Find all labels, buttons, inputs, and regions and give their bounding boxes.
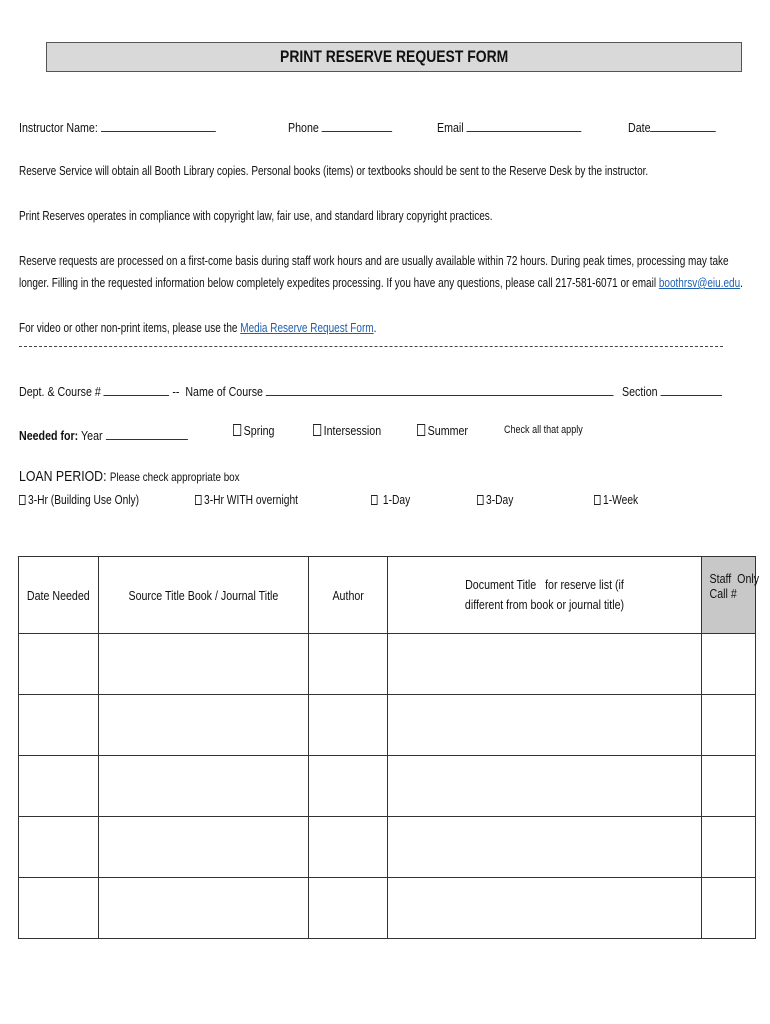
- email-label: Email: [437, 120, 464, 135]
- email-blank[interactable]: [467, 120, 582, 132]
- header-source-title: Source Title Book / Journal Title: [99, 557, 309, 634]
- form-title: [46, 42, 742, 72]
- needed-for-label: Needed for:: [19, 428, 79, 443]
- section-blank[interactable]: [661, 384, 723, 396]
- header-date-needed: Date Needed: [19, 557, 99, 634]
- loan-option-1week[interactable]: 1-Week: [594, 493, 648, 507]
- request-table: [18, 556, 760, 939]
- instructor-blank[interactable]: [101, 120, 216, 132]
- spring-option[interactable]: [233, 423, 284, 438]
- media-reserve-link[interactable]: Media Reserve Request Form: [240, 321, 374, 335]
- cell-date-needed[interactable]: [19, 817, 99, 878]
- table-header-row: [19, 557, 756, 634]
- needed-for-field[interactable]: [19, 428, 225, 443]
- section-label: Section: [622, 384, 658, 399]
- summer-option[interactable]: [417, 423, 479, 438]
- loan-period-instruction: Please check appropriate box: [109, 470, 240, 484]
- spring-label: Spring: [243, 423, 275, 438]
- paragraph-processing-line2: longer. Filling in the requested information below completely expedites processing. If you have any questions, please call 217-581-6071 or email boothrsv@eiu.edu.: [19, 276, 743, 290]
- date-label: Date: [628, 120, 651, 135]
- loan-option-3hr-building[interactable]: 3-Hr (Building Use Only): [19, 493, 165, 507]
- section-field[interactable]: [622, 384, 744, 399]
- cell-document-title[interactable]: [388, 756, 702, 817]
- paragraph-processing-line1: Reserve requests are processed on a first-come basis during staff work hours and are usually available within 72 hours. During peak times, processing may take: [19, 254, 729, 268]
- instructor-field[interactable]: [19, 120, 259, 135]
- paragraph-copyright: Print Reserves operates in compliance with copyright law, fair use, and standard library copyright practices.: [19, 209, 493, 223]
- cell-source-title[interactable]: [99, 695, 309, 756]
- loan-option-1day[interactable]: 1-Day: [371, 493, 419, 507]
- cell-staff-call-number[interactable]: [702, 695, 756, 756]
- email-field[interactable]: [437, 120, 613, 135]
- loan-period-label: LOAN PERIOD:: [19, 468, 107, 485]
- loan-checkbox-1day[interactable]: [371, 495, 378, 505]
- cell-author[interactable]: [309, 634, 388, 695]
- cell-date-needed[interactable]: [19, 878, 99, 939]
- course-name-blank[interactable]: [266, 384, 614, 396]
- loan-checkbox-1week[interactable]: [594, 495, 601, 505]
- cell-author[interactable]: [309, 817, 388, 878]
- cell-staff-call-number[interactable]: [702, 634, 756, 695]
- cell-staff-call-number[interactable]: [702, 878, 756, 939]
- table-row: [19, 634, 756, 695]
- table-body: [19, 634, 756, 939]
- summer-checkbox[interactable]: [417, 424, 425, 436]
- intersession-option[interactable]: [313, 423, 396, 438]
- intersession-checkbox[interactable]: [313, 424, 321, 436]
- date-blank[interactable]: [651, 120, 717, 132]
- cell-document-title[interactable]: [388, 878, 702, 939]
- cell-document-title[interactable]: [388, 695, 702, 756]
- instructor-label: Instructor Name:: [19, 120, 98, 135]
- dashed-divider: [19, 346, 723, 347]
- header-staff-call-number: Staff Only Call #: [702, 557, 756, 634]
- cell-document-title[interactable]: [388, 634, 702, 695]
- table-row: [19, 756, 756, 817]
- paragraph-booth-copies: Reserve Service will obtain all Booth Library copies. Personal books (items) or textbooks should be sent to the Reserve Desk by the instructor.: [19, 164, 649, 178]
- loan-option-3day[interactable]: 3-Day: [477, 493, 521, 507]
- spring-checkbox[interactable]: [233, 424, 241, 436]
- email-link[interactable]: boothrsv@eiu.edu: [658, 276, 741, 290]
- cell-document-title[interactable]: [388, 817, 702, 878]
- intersession-label: Intersession: [323, 423, 382, 438]
- loan-checkbox-3hr-overnight[interactable]: [195, 495, 202, 505]
- table-row: [19, 817, 756, 878]
- cell-source-title[interactable]: [99, 634, 309, 695]
- year-label: Year: [81, 428, 103, 443]
- cell-staff-call-number[interactable]: [702, 817, 756, 878]
- loan-period-heading: [19, 468, 288, 485]
- check-all-note: Check all that apply: [504, 424, 583, 436]
- date-field[interactable]: [628, 120, 735, 135]
- loan-option-3hr-overnight[interactable]: 3-Hr WITH overnight: [195, 493, 321, 507]
- summer-label: Summer: [427, 423, 468, 438]
- cell-date-needed[interactable]: [19, 634, 99, 695]
- cell-date-needed[interactable]: [19, 695, 99, 756]
- course-separator: --: [172, 384, 180, 399]
- phone-field[interactable]: [288, 120, 415, 135]
- paragraph-media-reserve: For video or other non-print items, please use the Media Reserve Request Form.: [19, 321, 377, 335]
- cell-source-title[interactable]: [99, 878, 309, 939]
- course-name-label: Name of Course: [185, 384, 263, 399]
- cell-staff-call-number[interactable]: [702, 756, 756, 817]
- phone-blank[interactable]: [322, 120, 393, 132]
- cell-author[interactable]: [309, 878, 388, 939]
- phone-label: Phone: [288, 120, 319, 135]
- cell-date-needed[interactable]: [19, 756, 99, 817]
- table-row: [19, 695, 756, 756]
- cell-author[interactable]: [309, 756, 388, 817]
- dept-course-label: Dept. & Course #: [19, 384, 101, 399]
- loan-checkbox-3hr-building[interactable]: [19, 495, 26, 505]
- table-row: [19, 878, 756, 939]
- year-blank[interactable]: [106, 428, 188, 440]
- course-number-blank[interactable]: [104, 384, 170, 396]
- cell-author[interactable]: [309, 695, 388, 756]
- cell-source-title[interactable]: [99, 756, 309, 817]
- cell-source-title[interactable]: [99, 817, 309, 878]
- loan-checkbox-3day[interactable]: [477, 495, 484, 505]
- form-title-text: PRINT RESERVE REQUEST FORM: [279, 47, 509, 66]
- header-document-title: Document Title for reserve list (if different from book or journal title): [388, 557, 702, 634]
- header-author: Author: [309, 557, 388, 634]
